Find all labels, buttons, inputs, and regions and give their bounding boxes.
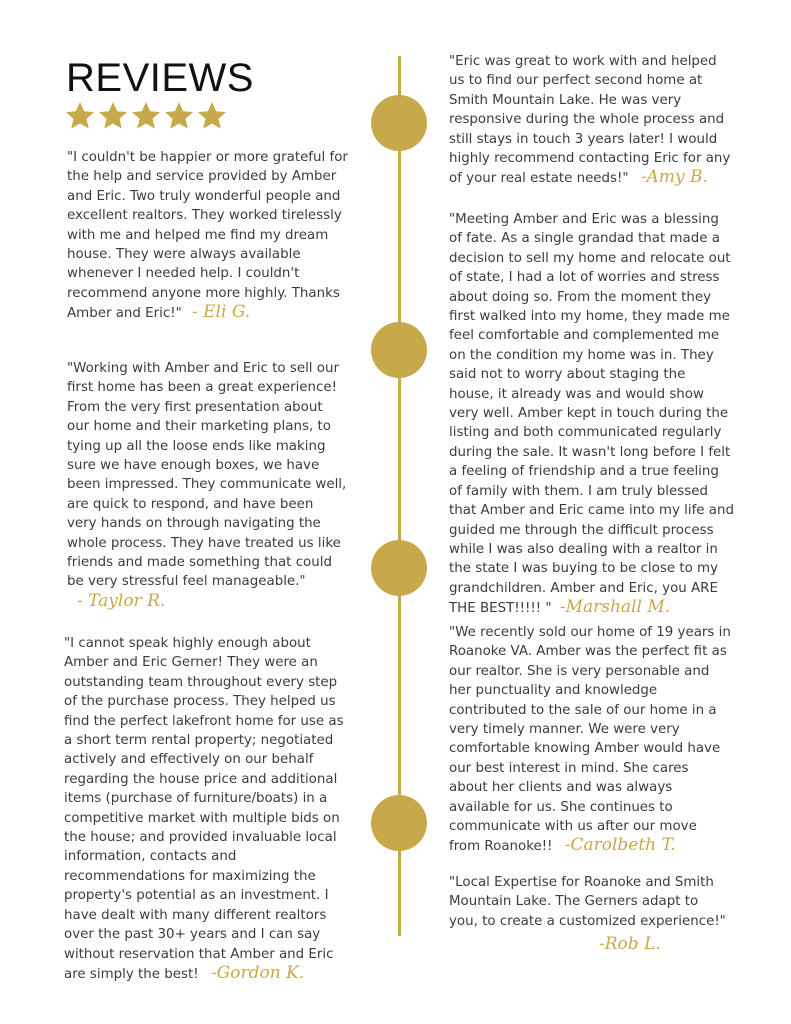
- review-card: [449, 210, 734, 619]
- star-icon: [163, 100, 195, 132]
- star-icon: [64, 100, 96, 132]
- page-title: REVIEWS: [66, 56, 254, 100]
- star-rating: [64, 100, 228, 132]
- review-signature: -Amy B.: [640, 167, 708, 188]
- review-signature: -Rob L.: [599, 934, 661, 955]
- review-card: [64, 634, 346, 984]
- review-signature: -Marshall M.: [559, 597, 671, 618]
- review-card: [449, 623, 731, 857]
- review-signature: - Taylor R.: [77, 590, 166, 611]
- review-card: [67, 359, 347, 612]
- review-text: "I couldn't be happier or more grateful for the help and service provided by Amber and Eric. Two truly wonderful people and excellent realtors. They worked tirelessly with me and helped me find my dream house. They were always available whenever I needed help. I couldn't recommend anyone more highly. Thanks Amber and Eric!": [67, 150, 348, 322]
- review-signature: - Eli G.: [192, 302, 251, 323]
- timeline-dot: [371, 322, 427, 378]
- review-text: "Meeting Amber and Eric was a blessing of fate. As a single grandad that made a decision to sell my home and relocate out of state, I had a lot of worries and stress about doing so. From the moment they first walked into my home, they made me feel comfortable and complemented me on the condition my home was in. They said not to worry about staging the house, it already was and would show very well. Amber kept in touch during the listing and both communicated regularly during the sale. It wasn't long before I felt a feeling of friendship and a true feeling of family with them. I am truly blessed that Amber and Eric came into my life and guided me through the difficult process while I was also dealing with a realtor in the state I was buying to be close to my grandchildren. Amber and Eric, you ARE THE BEST!!!!! ": [449, 212, 734, 617]
- timeline-dot: [371, 95, 427, 151]
- review-card: [449, 873, 729, 956]
- star-icon: [196, 100, 228, 132]
- star-icon: [130, 100, 162, 132]
- review-text: "We recently sold our home of 19 years in Roanoke VA. Amber was the perfect fit as our realtor. She is very personable and her punctuality and knowledge contributed to the sale of our home in a very timely manner. We were very comfortable knowing Amber would have our best interest in mind. She cares about her clients and was always available for us. She continues to communicate with us after our move from Roanoke!!: [449, 625, 731, 855]
- star-icon: [97, 100, 129, 132]
- review-signature: -Carolbeth T.: [564, 835, 676, 856]
- timeline-dot: [371, 540, 427, 596]
- review-signature: -Gordon K.: [210, 962, 305, 983]
- review-text: "Eric was great to work with and helped us to find our perfect second home at Smith Mountain Lake. He was very responsive during the whole process and still stays in touch 3 years later! I would highly recommend contacting Eric for any of your real estate needs!": [449, 54, 731, 187]
- review-text: "Working with Amber and Eric to sell our first home has been a great experience! From the very first presentation about our home and their marketing plans, to tying up all the loose ends like making sure we have enough boxes, we have been impressed. They communicate well, are quick to respond, and have been very hands on through navigating the whole process. They have treated us like friends and made something that could be very stressful feel manageable.": [67, 361, 347, 590]
- review-text: "I cannot speak highly enough about Amber and Eric Gerner! They were an outstanding team throughout every step of the purchase process. They helped us find the perfect lakefront home for use as a short term rental property; negotiated actively and effectively on our behalf regarding the house price and additional items (purchase of furniture/boats) in a competitive market with multiple bids on the house; and provided invaluable local information, contacts and recommendations for maximizing the property's potential as an investment. I have dealt with many different realtors over the past 30+ years and I can say without reservation that Amber and Eric are simply the best!: [64, 636, 344, 982]
- timeline-dot: [371, 795, 427, 851]
- review-card: [449, 52, 731, 189]
- review-text: "Local Expertise for Roanoke and Smith Mountain Lake. The Gerners adapt to you, to create a customized experience!": [449, 875, 726, 929]
- review-card: [67, 148, 352, 324]
